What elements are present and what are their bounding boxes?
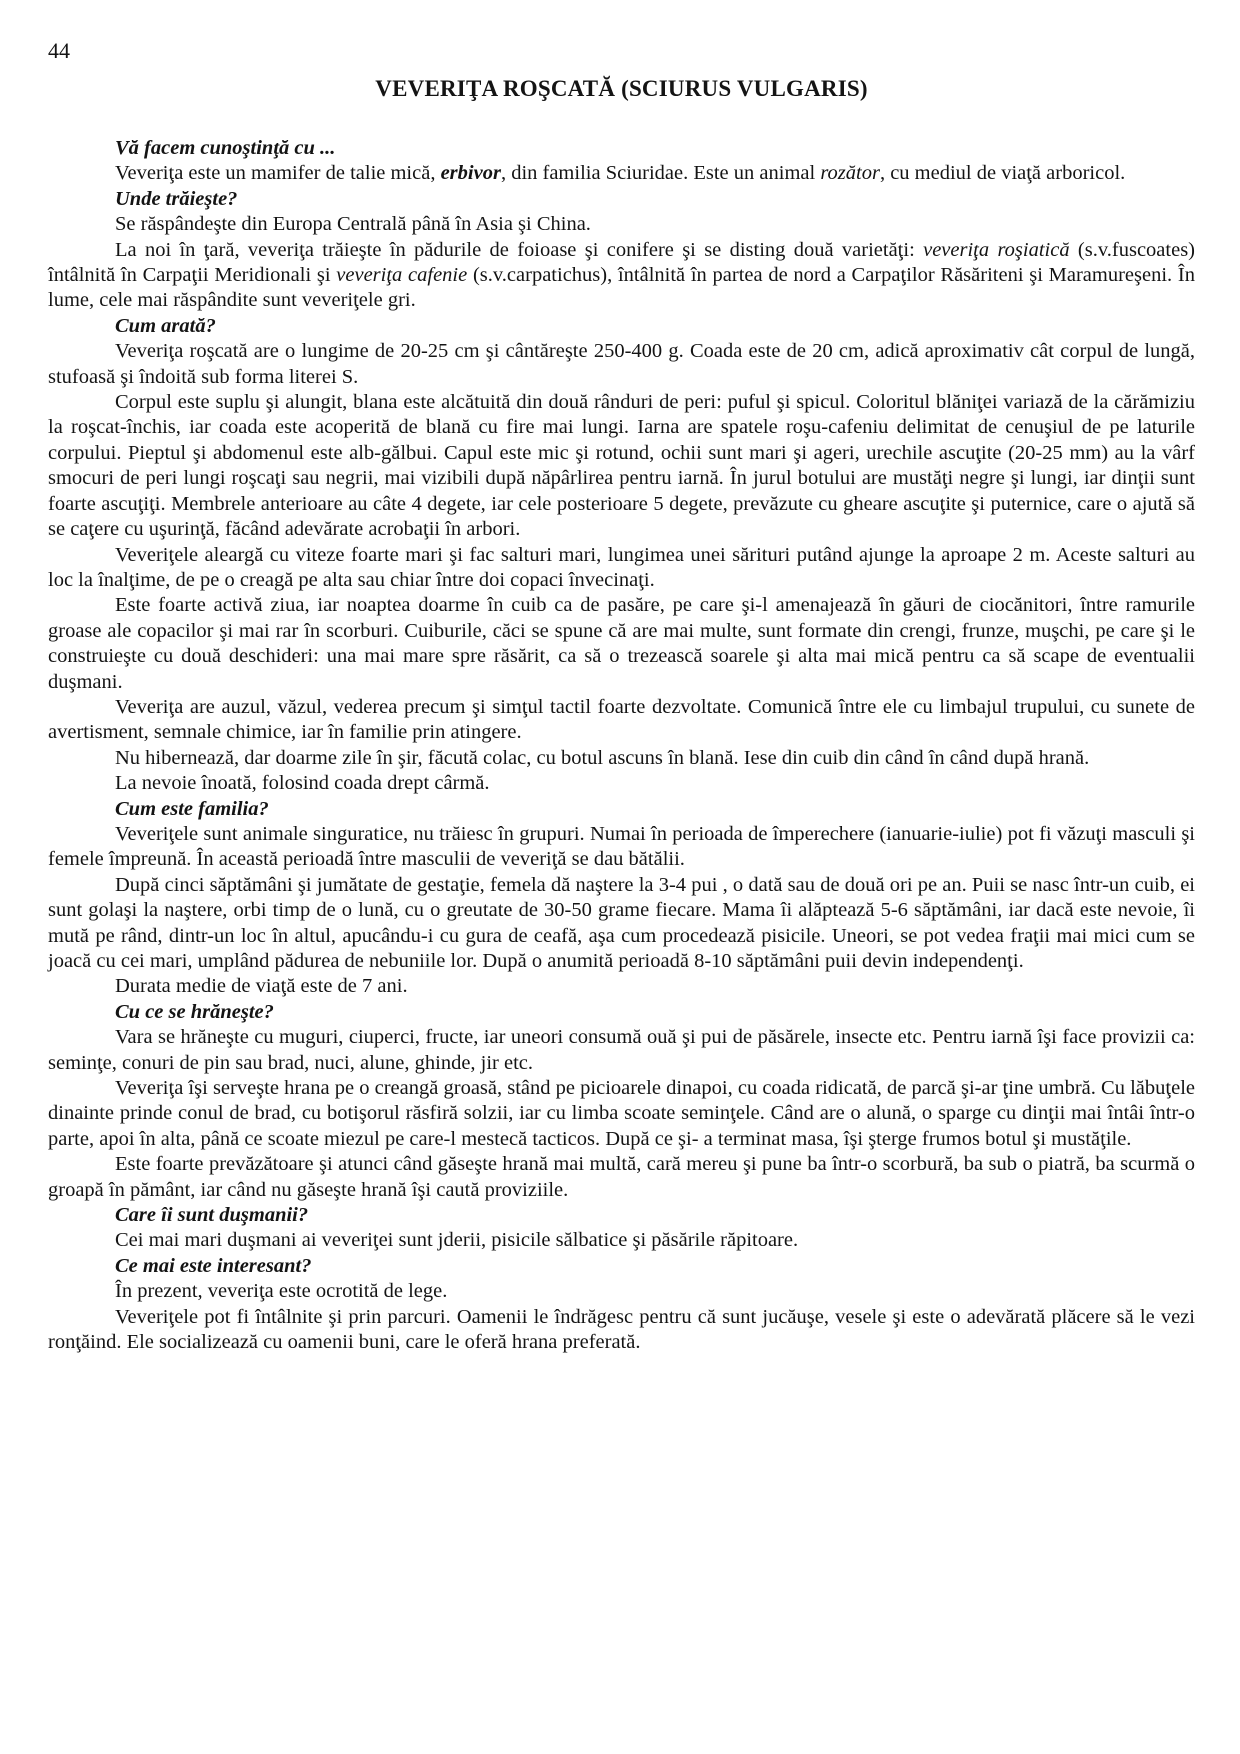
paragraph (48, 161, 1195, 186)
paragraph (48, 1076, 1195, 1152)
text-run: Cum este familia? (115, 797, 269, 820)
section-heading (48, 136, 1195, 161)
text-run: Veveriţa este un mamifer de talie mică, (115, 162, 441, 185)
paragraph (48, 1228, 1195, 1253)
paragraph (48, 390, 1195, 542)
text-run: Corpul este suplu şi alungit, blana este alcătuită din două rânduri de peri: puful şi spicul. Coloritul blăniţei variază de la cărămiziu la roşcat-închis, iar coada este acoperită de blană cu fire mai lungi. Iarna are spatele roşu-cafeniu delimitat de cenuşiul de pe laturile corpului. Pieptul şi abdomenul este alb-gălbui. Capul este mic şi rotund, ochii sunt mari şi ageri, urechile ascuţite (20-25 mm) au la vârf smocuri de peri lungi roşcaţi sau negrii, mai vizibili după năpârlirea pentru iarnă. În jurul botului are mustăţi negre şi lungi, iar dinţii sunt foarte ascuţiţi. Membrele anterioare au câte 4 degete, iar cele posterioare 5 degete, prevăzute cu gheare ascuţite şi puternice, care o ajută să se caţere cu uşurinţă, făcând adevărate acrobaţii în arbori. (48, 391, 1195, 541)
text-run: Ce mai este interesant? (115, 1254, 312, 1277)
paragraph (48, 1025, 1195, 1076)
text-run: (s.v.carpatichus), întâlnită în partea de nord a Carpaţilor Răsăriteni şi Maramureşeni. În lume, cele mai răspândite sunt veveriţele gri. (48, 264, 1195, 312)
paragraph (48, 593, 1195, 695)
text-run: Care îi sunt duşmanii? (115, 1204, 309, 1227)
paragraph (48, 822, 1195, 873)
text-run: Veveriţa îşi serveşte hrana pe o creangă groasă, stând pe picioarele dinapoi, cu coada ridicată, de parcă şi-ar ţine umbră. Cu lăbuţele dinainte prinde conul de brad, cu botişorul răsfiră solzii, iar cu limba scoate seminţele. Când are o alună, o sparge cu dinţii mai întâi într-o parte, apoi în alta, până ce scoate miezul pe care-l mestecă tacticos. După ce şi- a terminat masa, îşi şterge frumos botul şi mustăţile. (48, 1077, 1195, 1150)
page-number: 44 (48, 38, 70, 63)
document-body (48, 136, 1195, 1356)
paragraph (48, 1152, 1195, 1203)
text-run: Este foarte prevăzătoare şi atunci când găseşte hrană mai multă, cară mereu şi pune ba într-o scorbură, ba sub o piatră, ba scurmă o groapă în pământ, iar când nu găseşte hrană îşi caută proviziile. (48, 1153, 1195, 1201)
text-run: După cinci săptămâni şi jumătate de gestaţie, femela dă naştere la 3-4 pui , o dată sau de două ori pe an. Puii se nasc într-un cuib, ei sunt golaşi la naştere, orbi timp de o lună, cu o greutate de 30-50 grame fiecare. Mama îi alăptează 5-6 săptămâni, iar dacă este nevoie, îi mută pe rând, dintr-un loc în altul, apucându-i cu gura de ceafă, aşa cum procedează pisicile. Uneori, se pot vedea fraţii mai mici cum se joacă cu cei mari, umplând pădurea de nebuniile lor. După o anumită perioadă 8-10 săptămâni puii devin independenţi. (48, 873, 1195, 972)
emphasized-text: rozător (820, 162, 880, 185)
section-heading (48, 797, 1195, 822)
paragraph (48, 695, 1195, 746)
text-run: Veveriţele sunt animale singuratice, nu trăiesc în grupuri. Numai în perioada de împerechere (ianuarie-iulie) pot fi văzuţi masculi şi femele împreună. În această perioadă între masculii de veveriţă se dau bătălii. (48, 822, 1195, 871)
text-run: (s.v.fuscoates) întâlnită în Carpaţii Meridionali şi (48, 238, 1195, 287)
paragraph (48, 238, 1195, 314)
emphasized-text: veveriţa cafenie (336, 264, 468, 287)
text-run: Este foarte activă ziua, iar noaptea doarme în cuib ca de pasăre, pe care şi-l amenajează în găuri de ciocănitori, între ramurile groase ale copacilor şi mai rar în scorburi. Cuiburile, căci se spune că are mai multe, sunt formate din crengi, frunze, muşchi, pe care şi le construieşte cu două deschideri: una mai mare spre răsărit, ca să o trezească soarele şi alta mai mică pentru ca să scape de eventualii duşmani. (48, 594, 1195, 693)
paragraph (48, 974, 1195, 999)
paragraph (48, 771, 1195, 796)
text-run: Veveriţa are auzul, văzul, vederea precum şi simţul tactil foarte dezvoltate. Comunică între ele cu limbajul trupului, cu sunete de avertisment, semnale chimice, iar în familie prin atingere. (48, 695, 1195, 744)
text-run: Veveriţele pot fi întâlnite şi prin parcuri. Oamenii le îndrăgesc pentru că sunt jucăuşe, vesele şi este o adevărată plăcere să le vezi ronţăind. Ele socializează cu oamenii buni, care le oferă hrana preferată. (48, 1305, 1195, 1354)
paragraph (48, 543, 1195, 594)
paragraph (48, 1279, 1195, 1304)
section-heading (48, 314, 1195, 339)
text-run: Cei mai mari duşmani ai veveriţei sunt jderii, pisicile sălbatice şi păsările răpitoare. (115, 1229, 799, 1252)
text-run: La nevoie înoată, folosind coada drept cârmă. (115, 772, 490, 795)
section-heading (48, 1254, 1195, 1279)
text-run: Durata medie de viaţă este de 7 ani. (115, 975, 408, 998)
paragraph (48, 873, 1195, 975)
paragraph (48, 746, 1195, 771)
text-run: Cum arată? (115, 314, 216, 337)
text-run: La noi în ţară, veveriţa trăieşte în pădurile de foioase şi conifere şi se disting două varietăţi: (115, 238, 924, 261)
paragraph (48, 339, 1195, 390)
text-run: În prezent, veveriţa este ocrotită de lege. (115, 1280, 448, 1303)
emphasized-text: veveriţa roşiatică (923, 238, 1070, 261)
paragraph (48, 212, 1195, 237)
text-run: Veveriţele aleargă cu viteze foarte mari şi fac salturi mari, lungimea unei sărituri putând ajunge la aproape 2 m. Aceste salturi au loc la înalţime, de pe o creagă pe alta sau chiar între doi copaci învecinaţi. (48, 543, 1195, 591)
text-run: Se răspândeşte din Europa Centrală până în Asia şi China. (115, 213, 591, 236)
emphasized-text: erbivor (440, 162, 501, 185)
page-title: VEVERIŢA ROŞCATĂ (SCIURUS VULGARIS) (375, 76, 868, 101)
text-run: Cu ce se hrăneşte? (115, 1000, 274, 1023)
text-run: Unde trăieşte? (115, 187, 238, 210)
text-run: , din familia Sciuridae. Este un animal (500, 162, 821, 185)
section-heading (48, 187, 1195, 212)
section-heading (48, 1203, 1195, 1228)
text-run: , cu mediul de viaţă arboricol. (879, 162, 1126, 185)
text-run: Vara se hrăneşte cu muguri, ciuperci, fructe, iar uneori consumă ouă şi pui de păsărele, insecte etc. Pentru iarnă îşi face provizii ca: seminţe, conuri de pin sau brad, nuci, alune, ghinde, jir etc. (48, 1026, 1195, 1074)
text-run: Nu hibernează, dar doarme zile în şir, făcută colac, cu botul ascuns în blană. Iese din cuib din când în când după hrană. (115, 746, 1090, 769)
text-run: Vă facem cunoştinţă cu ... (115, 137, 336, 159)
paragraph (48, 1305, 1195, 1356)
section-heading (48, 1000, 1195, 1025)
text-run: Veveriţa roşcată are o lungime de 20-25 cm şi cântăreşte 250-400 g. Coada este de 20 cm, adică aproximativ cât corpul de lungă, stufoasă şi îndoită sub forma literei S. (48, 340, 1195, 388)
